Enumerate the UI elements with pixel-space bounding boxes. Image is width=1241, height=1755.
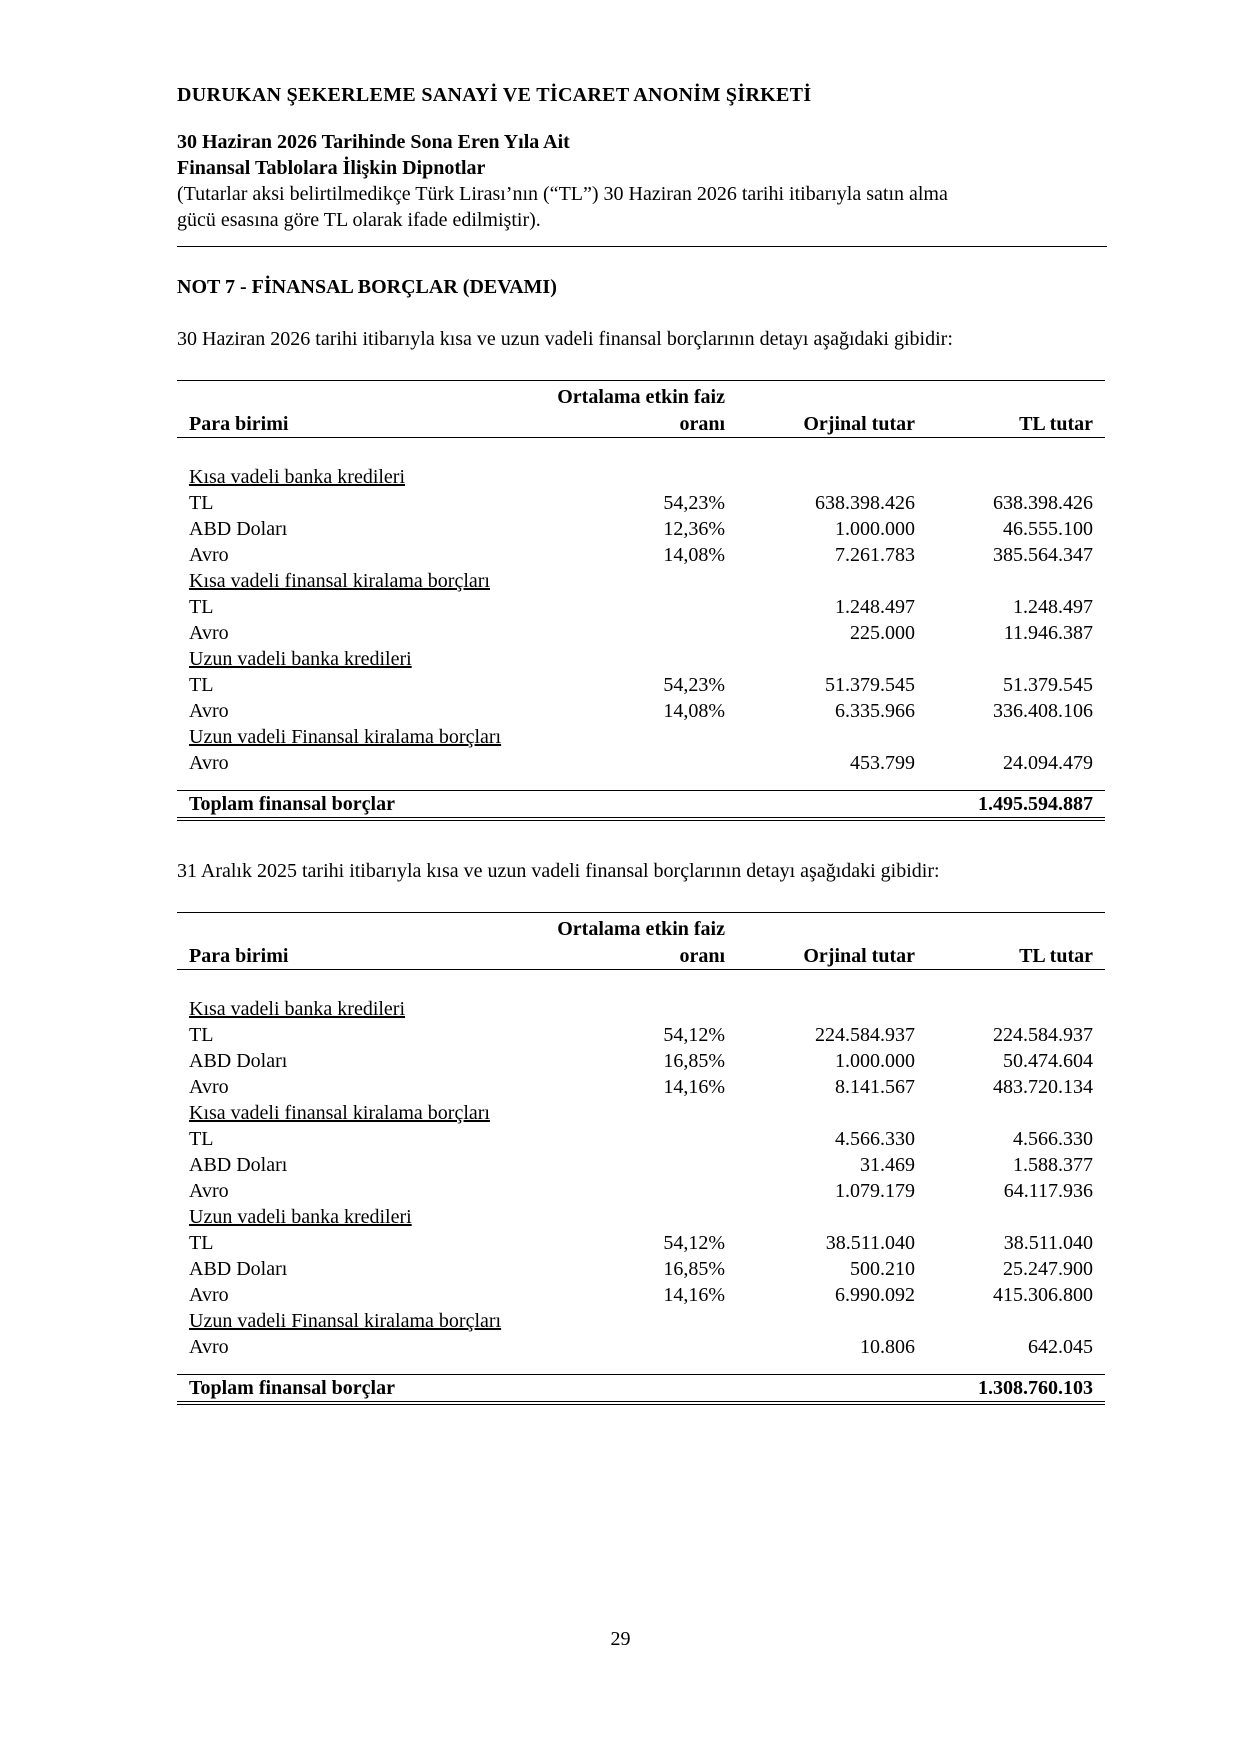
original-amount-cell: 453.799 <box>850 752 915 774</box>
group-title: Kısa vadeli banka kredileri <box>189 998 406 1020</box>
currency-cell: TL <box>189 1232 214 1254</box>
group-title-row <box>177 646 1105 672</box>
original-amount-cell: 10.806 <box>860 1336 915 1358</box>
tl-amount-cell: 336.408.106 <box>993 700 1093 722</box>
group-title-cell <box>177 646 1105 672</box>
page-header <box>177 84 1107 233</box>
group-title: Kısa vadeli finansal kiralama borçları <box>189 570 490 592</box>
currency-cell: Avro <box>189 752 229 774</box>
original-amount-cell: 1.248.497 <box>835 596 915 618</box>
table-row <box>177 672 1105 698</box>
original-amount-cell: 31.469 <box>860 1154 915 1176</box>
rate-cell: 54,12% <box>663 1024 725 1046</box>
total-label: Toplam finansal borçlar <box>177 1375 927 1404</box>
table2-intro: 31 Aralık 2025 tarihi itibarıyla kısa ve uzun vadeli finansal borçlarının detayı aşağıdaki gibidir: <box>177 860 940 882</box>
original-amount-header: Orjinal tutar <box>737 943 927 970</box>
group-title-row <box>177 464 1105 490</box>
report-subtitle: Finansal Tablolara İlişkin Dipnotlar <box>177 157 486 179</box>
group-title-cell <box>177 1100 1105 1126</box>
total-row <box>177 1375 1105 1404</box>
total-label: Toplam finansal borçlar <box>177 791 927 820</box>
rate-cell <box>517 594 737 620</box>
original-amount-cell: 638.398.426 <box>815 492 915 514</box>
group-title-row <box>177 568 1105 594</box>
original-amount-cell: 1.000.000 <box>835 1050 915 1072</box>
table-row <box>177 1074 1105 1100</box>
original-amount-cell: 224.584.937 <box>815 1024 915 1046</box>
tl-amount-cell: 385.564.347 <box>993 544 1093 566</box>
tl-amount-cell: 642.045 <box>1028 1336 1093 1358</box>
total-value: 1.308.760.103 <box>927 1375 1105 1404</box>
tl-amount-cell: 46.555.100 <box>1003 518 1093 540</box>
currency-cell: Avro <box>189 544 229 566</box>
currency-cell: ABD Doları <box>189 518 288 540</box>
rate-cell <box>517 1334 737 1360</box>
currency-note-line-1: (Tutarlar aksi belirtilmedikçe Türk Lirası’nın (“TL”) 30 Haziran 2026 tarihi itibarıyla satın alma <box>177 183 948 205</box>
tl-amount-cell: 4.566.330 <box>1013 1128 1093 1150</box>
original-amount-cell: 1.079.179 <box>835 1180 915 1202</box>
group-title: Kısa vadeli banka kredileri <box>189 466 406 488</box>
group-title-cell <box>177 996 1105 1022</box>
rate-header-line-1: Ortalama etkin faiz <box>517 381 737 412</box>
tl-amount-cell: 50.474.604 <box>1003 1050 1093 1072</box>
table-row <box>177 750 1105 776</box>
financial-debts-table-2025 <box>177 912 1105 1405</box>
currency-cell: ABD Doları <box>189 1154 288 1176</box>
total-row <box>177 791 1105 820</box>
page-number: 29 <box>610 1628 631 1650</box>
spacer-row <box>177 438 1105 465</box>
original-amount-cell: 4.566.330 <box>835 1128 915 1150</box>
tl-amount-cell: 24.094.479 <box>1003 752 1093 774</box>
rate-cell: 54,12% <box>663 1232 725 1254</box>
original-amount-cell: 500.210 <box>850 1258 915 1280</box>
table-row <box>177 542 1105 568</box>
header-divider <box>177 246 1107 247</box>
currency-cell: Avro <box>189 1076 229 1098</box>
currency-cell: TL <box>189 674 214 696</box>
tl-amount-header: TL tutar <box>927 943 1105 970</box>
original-amount-cell: 225.000 <box>850 622 915 644</box>
rate-cell <box>517 1178 737 1204</box>
rate-cell: 12,36% <box>663 518 725 540</box>
gap-row <box>177 1360 1105 1375</box>
original-amount-cell: 8.141.567 <box>835 1076 915 1098</box>
group-title-cell <box>177 568 1105 594</box>
currency-cell: TL <box>189 1024 214 1046</box>
group-title: Uzun vadeli banka kredileri <box>189 1206 412 1228</box>
spacer-row <box>177 970 1105 997</box>
currency-cell: TL <box>189 492 214 514</box>
currency-cell: Avro <box>189 1180 229 1202</box>
group-title-row <box>177 1308 1105 1334</box>
rate-header-line-2: oranı <box>517 943 737 970</box>
table-row <box>177 490 1105 516</box>
company-name: DURUKAN ŞEKERLEME SANAYİ VE TİCARET ANONİM ŞİRKETİ <box>177 84 812 106</box>
table-row <box>177 1282 1105 1308</box>
rate-cell: 54,23% <box>663 674 725 696</box>
currency-cell: TL <box>189 596 214 618</box>
tl-amount-cell: 638.398.426 <box>993 492 1093 514</box>
financial-debts-table-2026 <box>177 380 1105 821</box>
tl-amount-cell: 1.248.497 <box>1013 596 1093 618</box>
table1-intro: 30 Haziran 2026 tarihi itibarıyla kısa ve uzun vadeli finansal borçlarının detayı aşağıdaki gibidir: <box>177 328 953 350</box>
original-amount-cell: 51.379.545 <box>825 674 915 696</box>
tl-amount-cell: 483.720.134 <box>993 1076 1093 1098</box>
section-title: NOT 7 - FİNANSAL BORÇLAR (DEVAMI) <box>177 276 557 298</box>
group-title-cell <box>177 1204 1105 1230</box>
table-row <box>177 594 1105 620</box>
rate-cell <box>517 750 737 776</box>
table-row <box>177 1048 1105 1074</box>
table-row <box>177 1230 1105 1256</box>
table-row <box>177 1334 1105 1360</box>
group-title: Uzun vadeli Finansal kiralama borçları <box>189 726 502 748</box>
group-title-row <box>177 1204 1105 1230</box>
rate-cell: 14,08% <box>663 700 725 722</box>
rate-cell: 16,85% <box>663 1050 725 1072</box>
rate-cell: 14,16% <box>663 1076 725 1098</box>
tl-amount-header: TL tutar <box>927 411 1105 438</box>
rate-cell <box>517 620 737 646</box>
currency-cell: Avro <box>189 700 229 722</box>
table-body <box>177 438 1105 820</box>
group-title: Kısa vadeli finansal kiralama borçları <box>189 1102 490 1124</box>
total-value: 1.495.594.887 <box>927 791 1105 820</box>
table-row <box>177 620 1105 646</box>
table-row <box>177 1022 1105 1048</box>
table-row <box>177 1256 1105 1282</box>
currency-cell: ABD Doları <box>189 1050 288 1072</box>
rate-cell <box>517 1152 737 1178</box>
group-title-row <box>177 724 1105 750</box>
tl-amount-cell: 64.117.936 <box>1003 1180 1093 1202</box>
tl-amount-cell: 415.306.800 <box>993 1284 1093 1306</box>
table-row <box>177 1152 1105 1178</box>
original-amount-cell: 38.511.040 <box>825 1232 915 1254</box>
gap-row <box>177 776 1105 791</box>
table-row <box>177 1178 1105 1204</box>
rate-cell: 16,85% <box>663 1258 725 1280</box>
original-amount-cell: 6.990.092 <box>835 1284 915 1306</box>
table-body <box>177 970 1105 1404</box>
rate-cell: 14,16% <box>663 1284 725 1306</box>
currency-header: Para birimi <box>177 943 517 970</box>
report-period: 30 Haziran 2026 Tarihinde Sona Eren Yıla Ait <box>177 131 570 153</box>
group-title-cell <box>177 724 1105 750</box>
currency-cell: Avro <box>189 1284 229 1306</box>
currency-cell: ABD Doları <box>189 1258 288 1280</box>
table-row <box>177 698 1105 724</box>
tl-amount-cell: 11.946.387 <box>1003 622 1093 644</box>
currency-cell: TL <box>189 1128 214 1150</box>
currency-cell: Avro <box>189 1336 229 1358</box>
rate-cell: 14,08% <box>663 544 725 566</box>
group-title: Uzun vadeli Finansal kiralama borçları <box>189 1310 502 1332</box>
rate-header-line-1: Ortalama etkin faiz <box>517 913 737 944</box>
tl-amount-cell: 1.588.377 <box>1013 1154 1093 1176</box>
table-row <box>177 1126 1105 1152</box>
group-title-row <box>177 1100 1105 1126</box>
group-title-row <box>177 996 1105 1022</box>
rate-cell: 54,23% <box>663 492 725 514</box>
original-amount-header: Orjinal tutar <box>737 411 927 438</box>
table-row <box>177 516 1105 542</box>
rate-cell <box>517 1126 737 1152</box>
group-title-cell <box>177 1308 1105 1334</box>
original-amount-cell: 7.261.783 <box>835 544 915 566</box>
currency-note-line-2: gücü esasına göre TL olarak ifade edilmiştir). <box>177 209 541 231</box>
tl-amount-cell: 38.511.040 <box>1003 1232 1093 1254</box>
tl-amount-cell: 25.247.900 <box>1003 1258 1093 1280</box>
currency-header: Para birimi <box>177 411 517 438</box>
tl-amount-cell: 51.379.545 <box>1003 674 1093 696</box>
currency-cell: Avro <box>189 622 229 644</box>
group-title-cell <box>177 464 1105 490</box>
original-amount-cell: 1.000.000 <box>835 518 915 540</box>
rate-header-line-2: oranı <box>517 411 737 438</box>
original-amount-cell: 6.335.966 <box>835 700 915 722</box>
tl-amount-cell: 224.584.937 <box>993 1024 1093 1046</box>
group-title: Uzun vadeli banka kredileri <box>189 648 412 670</box>
